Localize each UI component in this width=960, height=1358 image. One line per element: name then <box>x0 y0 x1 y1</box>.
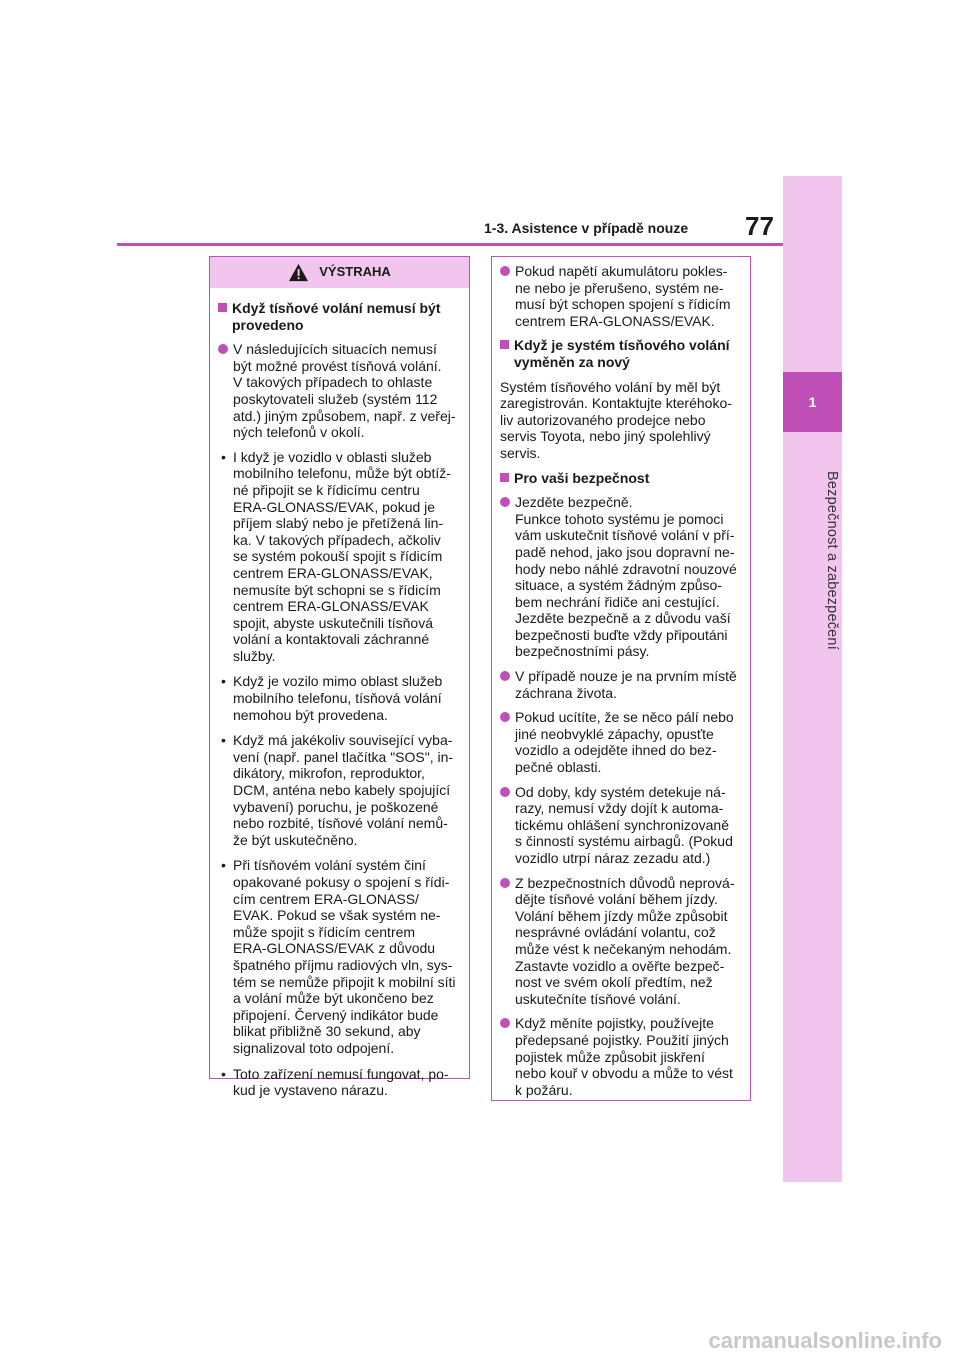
safety-bullet-text: Od doby, kdy systém detekuje ná- razy, nemusí vždy dojít k automa- tickému ohlášení synchronizovaně s činností systému airbagů. (Pokud vozidlo utrpí náraz zezadu atd.) <box>515 783 733 866</box>
safety-heading <box>500 470 741 487</box>
safety-bullet <box>500 1015 741 1098</box>
dot-bullet-icon: • <box>221 1065 226 1082</box>
square-bullet-icon <box>500 473 509 482</box>
list-item <box>218 673 460 723</box>
list-item-text: Když je vozilo mimo oblast služeb mobilního telefonu, tísňová volání nemohou být provedena. <box>233 673 443 723</box>
watermark: carmanualsonline.info <box>708 1328 942 1353</box>
safety-bullet-text: V případě nouze je na prvním místě záchrana života. <box>515 668 737 701</box>
warning-header <box>210 257 469 288</box>
warning-title: VÝSTRAHA <box>319 264 391 280</box>
square-bullet-icon <box>500 340 509 349</box>
safety-bullet <box>500 784 741 867</box>
warning-heading-text: Když tísňové volání nemusí být provedeno <box>232 300 441 333</box>
safety-bullet <box>500 668 741 701</box>
dot-bullet-icon: • <box>221 673 226 690</box>
safety-bullet-text: Pokud ucítíte, že se něco pálí nebo jiné neobvyklé zápachy, opusťte vozidlo a odejděte ihned do bez- pečné oblasti. <box>515 709 734 776</box>
square-bullet-icon <box>218 303 227 312</box>
safety-bullet-text: Jezděte bezpečně. Funkce tohoto systému je pomoci vám uskutečnit tísňové volání v pří- padě nehod, jako jsou dopravní ne- hody nebo náhlé zdravotní nouzové situace, a systém žádným způso- bem nechrání řidiče ani cestující. Jezděte bezpečně a z důvodu vaší bezpečnosti buďte vždy připoutáni bezpečnostními pásy. <box>515 494 737 660</box>
safety-bullet <box>500 709 741 775</box>
warning-triangle-icon <box>288 263 309 282</box>
circle-bullet-icon <box>500 266 510 276</box>
circle-bullet-icon <box>500 878 510 888</box>
warning-bullet-text: V následujících situacích nemusí být možné provést tísňová volání. V takových případech to ohlaste poskytovateli služeb (systém 112 atd.) jiným způsobem, např. z veřej- ných telefonů v okolí. <box>233 341 456 441</box>
chapter-number: 1 <box>783 372 842 432</box>
list-item <box>218 857 460 1056</box>
header-rule <box>117 243 783 246</box>
list-item-text: Při tísňovém volání systém činí opakované pokusy o spojení s řídi- cím centrem ERA-GLONASS/ EVAK. Pokud se však systém ne- může spojit s řídicím centrem ERA-GLONASS/EVAK z důvodu špatného příjmu radiových vln, sys- tém se nemůže připojit k mobilní síti a volání může být ukončeno bez připojení. Červený indikátor bude blikat přibližně 30 sekund, aby signalizoval toto odpojení. <box>233 857 456 1056</box>
chapter-title: Bezpečnost a zabezpečení <box>824 470 840 650</box>
replace-heading-text: Když je systém tísňového volání vyměněn za nový <box>514 337 730 370</box>
list-item-text: Když má jakékoliv související vyba- vení (např. panel tlačítka "SOS", in- dikátory, mikrofon, reproduktor, DCM, anténa nebo kabely spojující vybavení) poruchu, je poškozené nebo rozbité, tísňové volání nemů- že být uskutečněno. <box>233 732 454 848</box>
dot-bullet-icon: • <box>221 857 226 874</box>
circle-bullet-icon <box>500 671 510 681</box>
circle-bullet-icon <box>218 344 228 354</box>
safety-heading-text: Pro vaši bezpečnost <box>514 469 650 486</box>
safety-bullet-text: Když měníte pojistky, používejte předepsané pojistky. Použití jiných pojistek může způsobit jiskření nebo kouř v obvodu a může to vést k požáru. <box>515 1015 733 1098</box>
list-item-text: Toto zařízení nemusí fungovat, po- kud je vystaveno nárazu. <box>233 1065 449 1099</box>
page-number: 77 <box>745 211 774 241</box>
safety-bullet <box>500 875 741 1008</box>
circle-bullet-icon <box>500 787 510 797</box>
circle-bullet-icon <box>500 1018 510 1028</box>
replace-paragraph: Systém tísňového volání by měl být zaregistrován. Kontaktujte kteréhoko- liv autorizovaného prodejce nebo servis Toyota, nebo jiný spolehlivý servis. <box>500 378 732 461</box>
circle-bullet-icon <box>500 497 510 507</box>
section-title: 1-3. Asistence v případě nouze <box>484 220 689 236</box>
replace-heading <box>500 337 741 370</box>
battery-bullet <box>500 263 741 329</box>
dot-bullet-icon: • <box>221 732 226 749</box>
safety-bullet <box>500 494 741 660</box>
list-item <box>218 1066 460 1099</box>
safety-bullet-text: Z bezpečnostních důvodů neprová- děјte tísňové volání během jízdy. Volání během jízdy může způsobit nesprávné ovládání volantu, což může vést k nečekaným nehodám. Zastavte vozidlo a ověřte bezpeč- nost ve svém okolí předtím, než uskutečníte tísňové volání. <box>515 874 735 1007</box>
warning-box <box>209 256 470 1099</box>
continued-warning-box <box>491 256 751 1101</box>
circle-bullet-icon <box>500 712 510 722</box>
list-item-text: I když je vozidlo v oblasti služeb mobilního telefonu, může být obtíž- né připojit se k řídicímu centru ERA-GLONASS/EVAK, pokud je příjem slabý nebo je přetížená lin- ka. V takových případech, ačkoliv se systém pokouší spojit s řídicím centrem ERA-GLONASS/EVAK, nemusíte být schopni se s řídicím centrem ERA-GLONASS/EVAK spojit, abyste uskutečnili tísňová volání a kontaktovali záchranné služby. <box>233 448 451 664</box>
list-item <box>218 732 460 848</box>
battery-bullet-text: Pokud napětí akumulátoru pokles- ne nebo je přerušeno, systém ne- musí být schopen spojení s řídicím centrem ERA-GLONASS/EVAK. <box>515 263 731 329</box>
warning-heading <box>218 300 460 333</box>
dot-bullet-icon: • <box>221 448 226 465</box>
list-item <box>218 449 460 665</box>
warning-bullet <box>218 341 460 441</box>
